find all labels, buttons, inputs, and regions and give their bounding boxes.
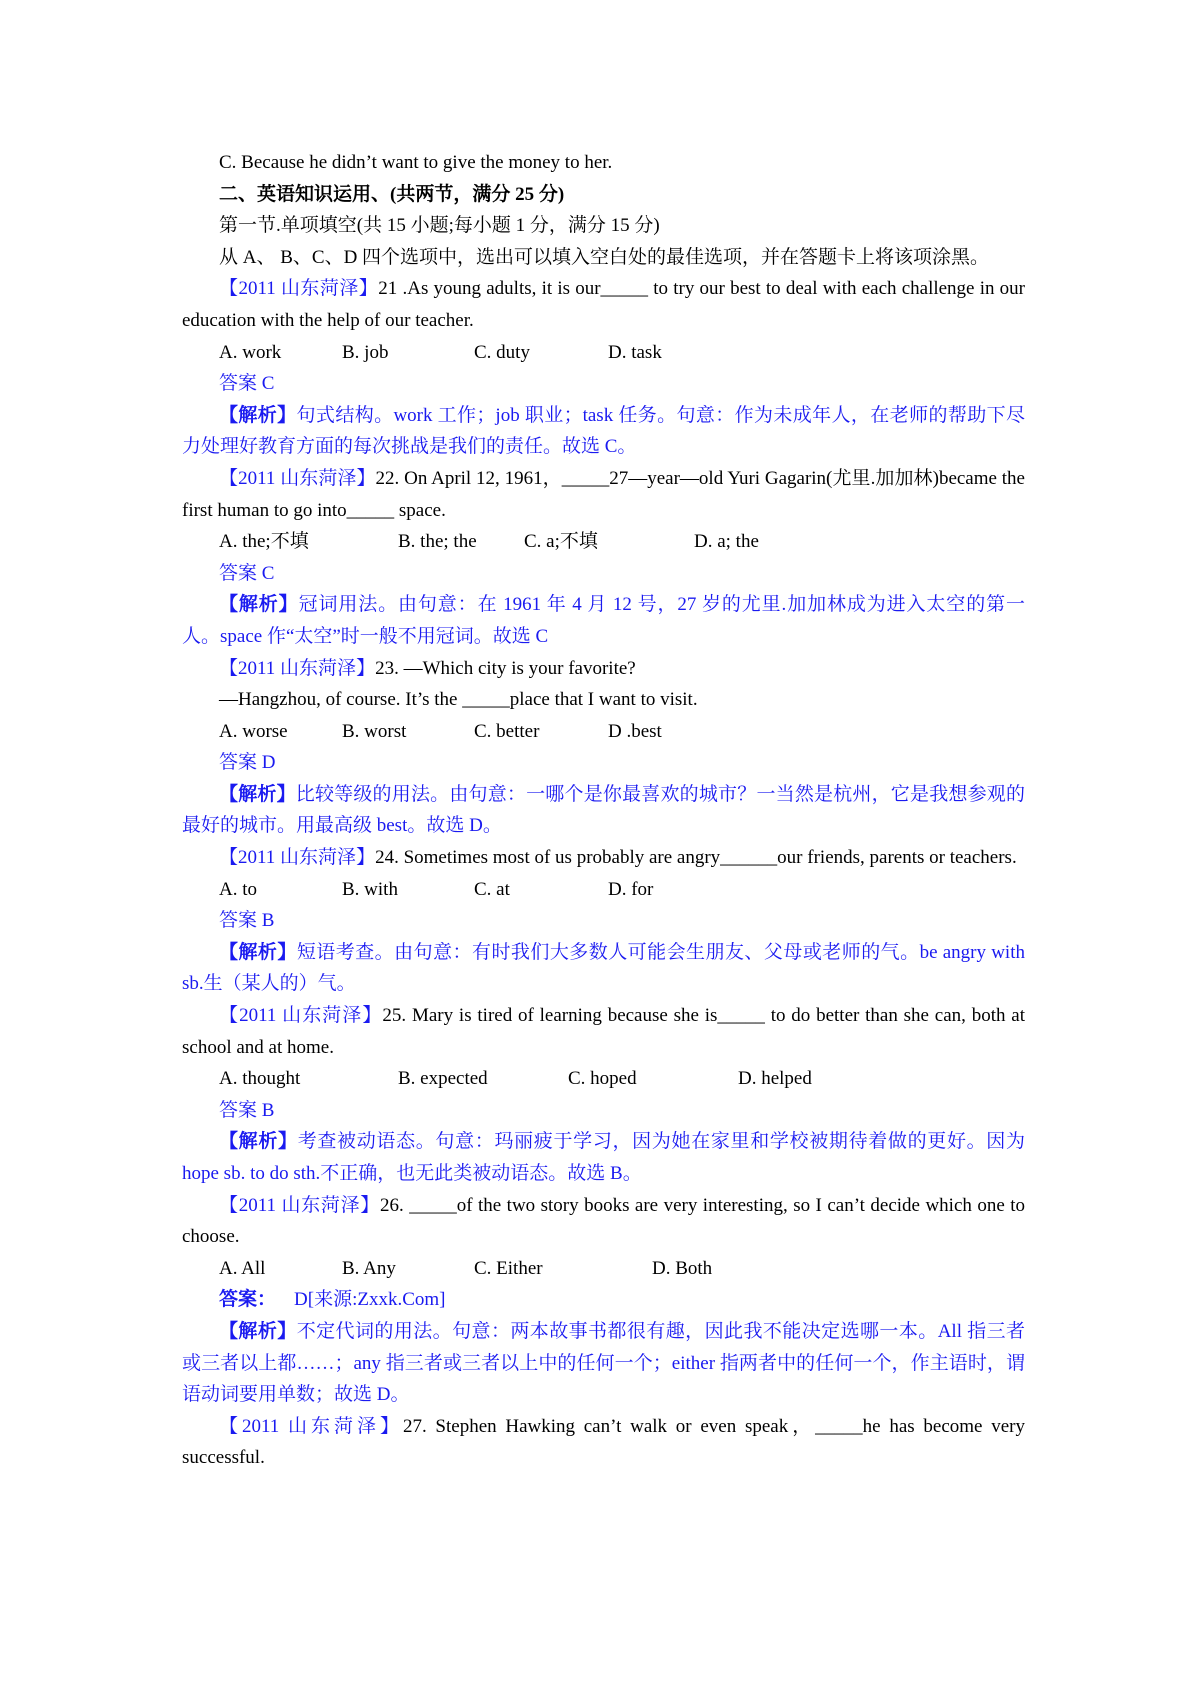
option: D. helped	[738, 1068, 812, 1090]
question-27: 【2011 山东菏泽】27. Stephen Hawking can’t walk or even speak，_____he has become very successful.	[182, 1415, 1025, 1469]
question-22: 【2011 山东菏泽】22. On April 12, 1961，_____27—year—old Yuri Gagarin(尤里.加加林)became the first human to go into_____ space.	[182, 467, 1025, 521]
option: C. duty	[474, 341, 530, 363]
analysis-25: 【解析】考查被动语态。句意：玛丽疲于学习，因为她在家里和学校被期待着做的更好。因为 hope sb. to do sth.不正确，也无此类被动语态。故选 B。	[182, 1131, 1025, 1184]
option: C. a;不填	[524, 531, 598, 553]
answer-23: 答案 D	[219, 752, 276, 774]
analysis-22: 【解析】冠词用法。由句意：在 1961 年 4 月 12 号，27 岁的尤里.加加林成为进入太空的第一人。space 作“太空”时一般不用冠词。故选 C	[182, 594, 1025, 647]
options-22	[182, 526, 1025, 558]
answer-21: 答案 C	[219, 373, 275, 395]
analysis-21: 【解析】句式结构。work 工作；job 职业；task 任务。句意：作为未成年人，在老师的帮助下尽力处理好教育方面的每次挑战是我们的责任。故选 C。	[182, 404, 1025, 458]
option: C. better	[474, 720, 540, 742]
option: C. Either	[474, 1257, 543, 1279]
question-25: 【2011 山东菏泽】25. Mary is tired of learning because she is_____ to do better than she can, both at school and at home.	[182, 1005, 1025, 1058]
option: A. thought	[219, 1068, 301, 1090]
option: C. at	[474, 878, 510, 900]
option: B. Any	[342, 1257, 396, 1279]
question-21: 【2011 山东菏泽】21 .As young adults, it is our_____ to try our best to deal with each challenge in our education with the help of our teacher.	[182, 278, 1026, 331]
answer-24: 答案 B	[219, 910, 275, 932]
options-26	[182, 1253, 1025, 1285]
source-tag: 【2011 山东菏泽】	[219, 467, 376, 489]
subsection-heading: 第一节.单项填空(共 15 小题;每小题 1 分，满分 15 分)	[219, 215, 660, 237]
options-24	[182, 874, 1025, 906]
options-25	[182, 1063, 1025, 1095]
option: A. work	[219, 341, 282, 363]
option: D. Both	[652, 1257, 713, 1279]
instruction-text: 从 A、 B、C、D 四个选项中，选出可以填入空白处的最佳选项，并在答题卡上将该项涂黑。	[219, 246, 990, 268]
analysis-23: 【解析】比较等级的用法。由句意：一哪个是你最喜欢的城市？一当然是杭州，它是我想参观的最好的城市。用最高级 best。故选 D。	[182, 783, 1025, 837]
source-tag: 【2011 山东菏泽】	[219, 278, 379, 300]
question-24: 【2011 山东菏泽】24. Sometimes most of us probably are angry______our friends, parents or teachers.	[219, 847, 1017, 869]
source-tag: 【2011 山东菏泽】	[219, 1194, 381, 1216]
options-23	[182, 716, 1025, 748]
option: B. worst	[342, 720, 407, 742]
answer-25: 答案 B	[219, 1099, 275, 1121]
analysis-24: 【解析】短语考查。由句意：有时我们大多数人可能会生朋友、父母或老师的气。be angry with sb.生（某人的）气。	[182, 941, 1025, 995]
question-26: 【2011 山东菏泽】26. _____of the two story books are very interesting, so I can’t decide which one to choose.	[182, 1194, 1025, 1248]
source-tag: 【2011 山东菏泽】	[219, 1005, 383, 1027]
options-21	[182, 337, 1025, 369]
option: A. the;不填	[219, 531, 309, 553]
option: A. to	[219, 878, 257, 900]
question-23-reply: —Hangzhou, of course. It’s the _____place that I want to visit.	[219, 689, 698, 711]
option: D .best	[608, 720, 662, 742]
option: B. with	[342, 878, 398, 900]
option: A. All	[219, 1257, 266, 1279]
answer-26: 答案： D[来源:Zxxk.Com]	[219, 1289, 446, 1311]
option: B. expected	[398, 1068, 488, 1090]
option-line: C. Because he didn’t want to give the money to her.	[219, 152, 613, 173]
option: C. hoped	[568, 1068, 637, 1090]
option: D. a; the	[694, 531, 759, 553]
section-heading: 二、英语知识运用、(共两节，满分 25 分)	[219, 183, 565, 205]
source-tag: 【2011 山东菏泽】	[219, 657, 376, 679]
option: B. the; the	[398, 531, 477, 553]
option: A. worse	[219, 720, 288, 742]
option: D. for	[608, 878, 654, 900]
analysis-26: 【解析】不定代词的用法。句意：两本故事书都很有趣，因此我不能决定选哪一本。All 指三者或三者以上都……；any 指三者或三者以上中的任何一个；either 指两者中的任何一个，作主语时，谓语动词要用单数；故选 D。	[182, 1320, 1025, 1406]
question-23: 【2011 山东菏泽】23. —Which city is your favorite?	[219, 657, 636, 679]
option: D. task	[608, 341, 662, 363]
answer-22: 答案 C	[219, 562, 275, 584]
source-tag: 【2011 山东菏泽】	[219, 1415, 403, 1437]
source-tag: 【2011 山东菏泽】	[219, 847, 376, 869]
document-page	[182, 147, 1025, 1474]
option: B. job	[342, 341, 389, 363]
